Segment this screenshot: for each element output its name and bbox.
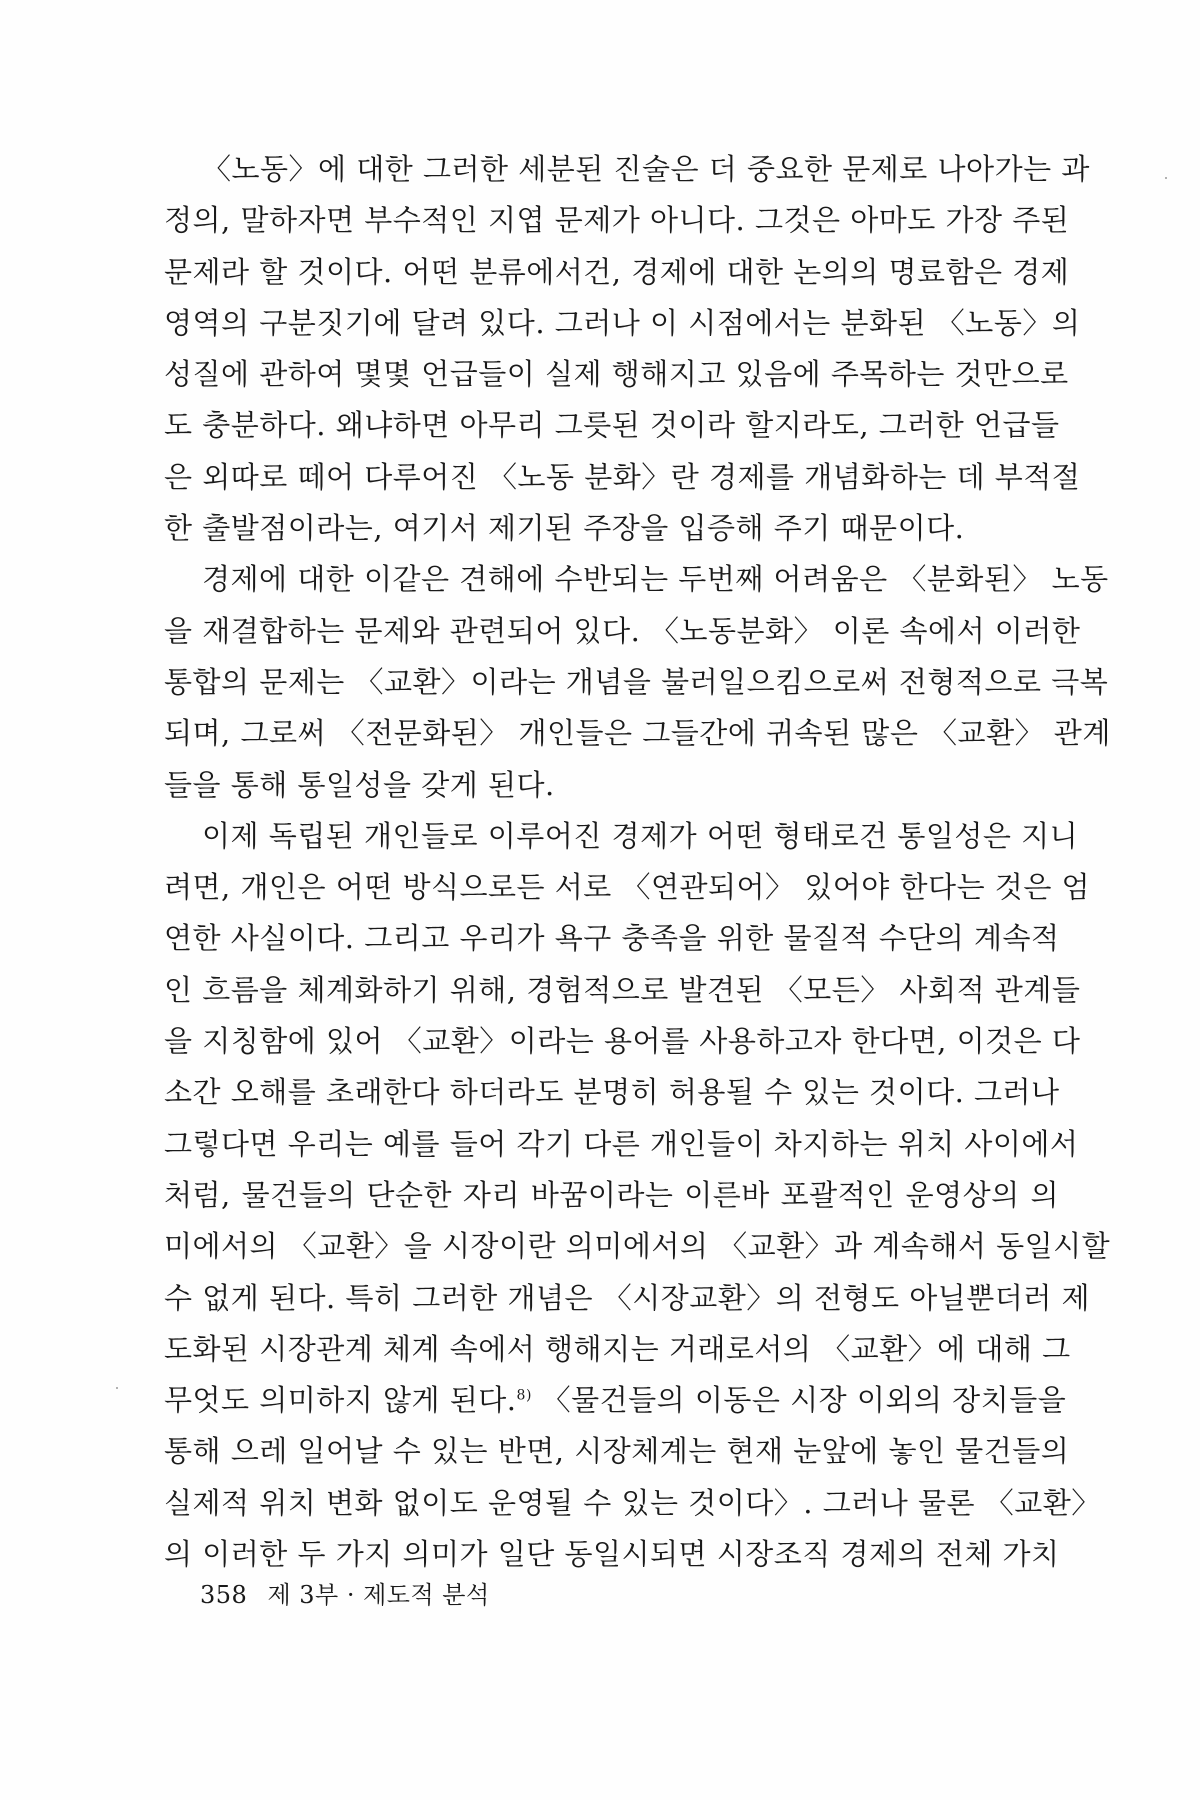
paragraph-1 bbox=[164, 144, 1090, 554]
text-line: 통합의 문제는 〈교환〉이라는 개념을 불러일으킴으로써 전형적으로 극복 bbox=[164, 664, 1109, 699]
body-text bbox=[164, 144, 1111, 1580]
text-line: 〈노동〉에 대한 그러한 세분된 진술은 더 중요한 문제로 나아가는 과 bbox=[202, 152, 1090, 186]
text-line: 미에서의 〈교환〉을 시장이란 의미에서의 〈교환〉과 계속해서 동일시할 bbox=[164, 1229, 1111, 1264]
page-footer bbox=[200, 1575, 490, 1610]
text-line: 의 이러한 두 가지 의미가 일단 동일시되면 시장조직 경제의 전체 가치 bbox=[164, 1537, 1060, 1572]
paragraph-3 bbox=[164, 811, 1111, 1580]
text-line: 수 없게 된다. 특히 그러한 개념은 〈시장교환〉의 전형도 아닐뿐더러 제 bbox=[164, 1280, 1091, 1315]
text-line: 한 출발점이라는, 여기서 제기된 주장을 입증해 주기 때문이다. bbox=[164, 511, 965, 546]
scan-speck bbox=[116, 1387, 118, 1389]
text-line: 성질에 관하여 몇몇 언급들이 실제 행해지고 있음에 주목하는 것만으로 bbox=[164, 357, 1069, 392]
text-line: 되며, 그로써 〈전문화된〉 개인들은 그들간에 귀속된 많은 〈교환〉 관계 bbox=[164, 716, 1111, 751]
text-line: 은 외따로 떼어 다루어진 〈노동 분화〉란 경제를 개념화하는 데 부적절 bbox=[164, 459, 1081, 494]
text-line: 영역의 구분짓기에 달려 있다. 그러나 이 시점에서는 분화된 〈노동〉의 bbox=[164, 305, 1081, 340]
text-line-with-footnote bbox=[164, 1375, 1067, 1426]
text-line: 도 충분하다. 왜냐하면 아무리 그릇된 것이라 할지라도, 그러한 언급들 bbox=[164, 408, 1060, 443]
text-line: 연한 사실이다. 그리고 우리가 욕구 충족을 위한 물질적 수단의 계속적 bbox=[164, 921, 1060, 956]
text-line: 들을 통해 통일성을 갖게 된다. bbox=[164, 767, 555, 802]
text-line: 정의, 말하자면 부수적인 지엽 문제가 아니다. 그것은 아마도 가장 주된 bbox=[164, 203, 1070, 238]
text-line: 인 흐름을 체계화하기 위해, 경험적으로 발견된 〈모든〉 사회적 관계들 bbox=[164, 972, 1081, 1007]
text-line: 이제 독립된 개인들로 이루어진 경제가 어떤 형태로건 통일성은 지니 bbox=[202, 818, 1079, 853]
text-line: 려면, 개인은 어떤 방식으로든 서로 〈연관되어〉 있어야 한다는 것은 엄 bbox=[164, 870, 1091, 905]
text-line: 실제적 위치 변화 없이도 운영될 수 있는 것이다〉. 그러나 물론 〈교환〉 bbox=[164, 1485, 1101, 1520]
scan-speck bbox=[1165, 177, 1167, 179]
paragraph-2 bbox=[164, 554, 1111, 810]
text-line: 을 재결합하는 문제와 관련되어 있다. 〈노동분화〉 이론 속에서 이러한 bbox=[164, 613, 1081, 648]
text-line: 소간 오해를 초래한다 하더라도 분명히 허용될 수 있는 것이다. 그러나 bbox=[164, 1075, 1060, 1110]
text-line: 그렇다면 우리는 예를 들어 각기 다른 개인들이 차지하는 위치 사이에서 bbox=[164, 1126, 1079, 1161]
text-line: 도화된 시장관계 체계 속에서 행해지는 거래로서의 〈교환〉에 대해 그 bbox=[164, 1331, 1071, 1366]
footnote-marker[interactable]: 8) bbox=[516, 1387, 532, 1404]
text-segment: 무엇도 의미하지 않게 된다. bbox=[164, 1383, 517, 1418]
text-line: 통해 으레 일어날 수 있는 반면, 시장체계는 현재 눈앞에 놓인 물건들의 bbox=[164, 1434, 1070, 1469]
text-segment: 〈물건들의 이동은 시장 이외의 장치들을 bbox=[541, 1383, 1067, 1418]
text-line: 을 지칭함에 있어 〈교환〉이라는 용어를 사용하고자 한다면, 이것은 다 bbox=[164, 1024, 1081, 1059]
text-line: 문제라 할 것이다. 어떤 분류에서건, 경제에 대한 논의의 명료함은 경제 bbox=[164, 254, 1070, 289]
running-section-title: 제 3부 · 제도적 분석 bbox=[267, 1581, 490, 1609]
page-number: 358 bbox=[200, 1581, 248, 1609]
text-line: 경제에 대한 이같은 견해에 수반되는 두번째 어려움은 〈분화된〉 노동 bbox=[202, 562, 1109, 597]
text-line: 처럼, 물건들의 단순한 자리 바꿈이라는 이른바 포괄적인 운영상의 의 bbox=[164, 1177, 1059, 1212]
